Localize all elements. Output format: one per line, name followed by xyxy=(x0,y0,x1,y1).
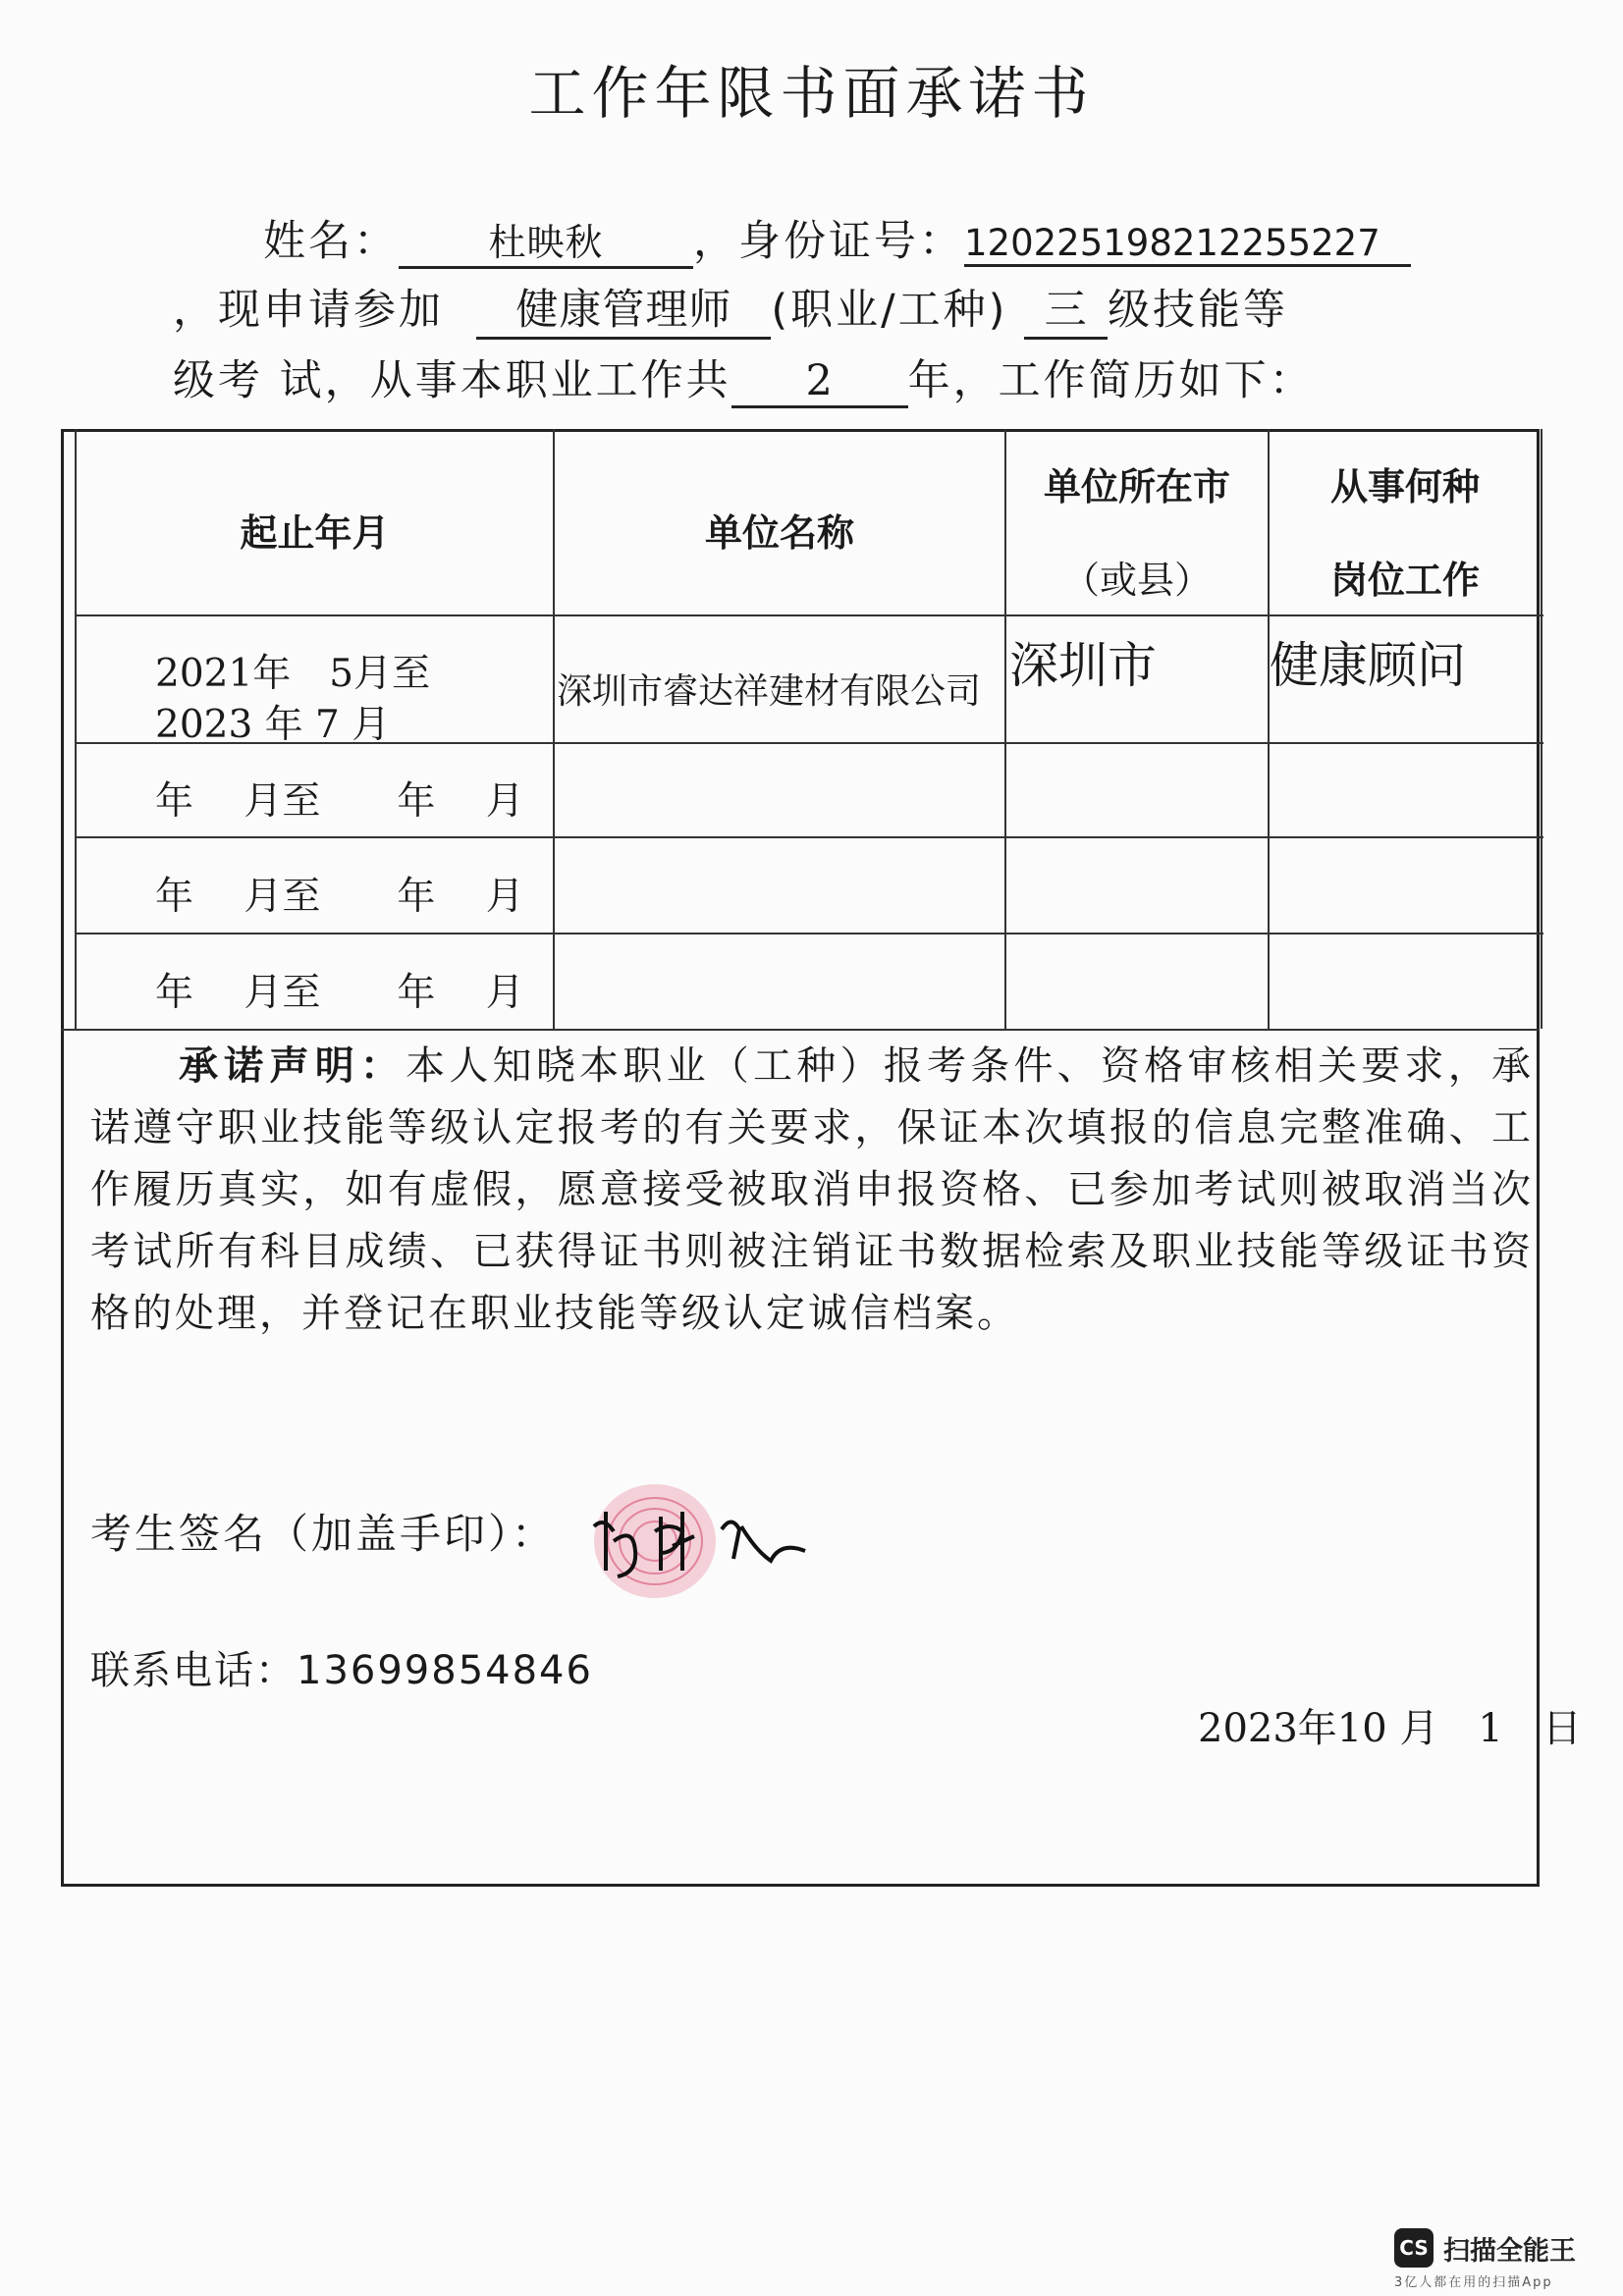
header-unit: 单位名称 xyxy=(704,511,854,555)
row4-period: 年 月至 年 月 xyxy=(155,971,524,1015)
phone-value: 13699854846 xyxy=(297,1648,593,1693)
exam-prefix: 级考 试，从事本职业工作共 xyxy=(173,356,731,405)
row1-start: 2021年 5月至 xyxy=(155,652,431,696)
signature-label: 考生签名（加盖手印）： xyxy=(90,1510,557,1558)
header-city-note: （或县） xyxy=(1061,559,1212,602)
table-divider xyxy=(1004,429,1006,1029)
header-post: 从事何种 xyxy=(1329,465,1480,508)
phone-line xyxy=(90,1639,593,1695)
row1-city: 深圳市 xyxy=(1009,637,1157,694)
table-divider xyxy=(1541,429,1542,1029)
table-divider xyxy=(75,933,1543,934)
table-divider xyxy=(61,1029,1540,1031)
brand-name: 扫描全能王 xyxy=(1443,2235,1576,2267)
declaration xyxy=(90,1036,1534,1345)
phone-label: 联系电话： xyxy=(90,1648,297,1693)
signature-image xyxy=(574,1472,820,1620)
id-number-value: 120225198212255227 xyxy=(964,222,1411,267)
apply-line xyxy=(173,277,1288,340)
id-label: ，身份证号： xyxy=(693,217,964,266)
header-period: 起止年月 xyxy=(240,511,390,555)
name-value: 杜映秋 xyxy=(399,212,693,269)
years-line xyxy=(173,347,1315,408)
row1-post: 健康顾问 xyxy=(1270,637,1466,694)
header-post-2: 岗位工作 xyxy=(1329,559,1480,602)
table-divider xyxy=(75,614,1543,616)
scanner-watermark xyxy=(1394,2228,1576,2290)
name-id-line xyxy=(263,208,1411,269)
occupation-suffix: (职业/工种) xyxy=(771,286,1008,335)
cs-badge: CS xyxy=(1394,2228,1434,2268)
document-title: 工作年限书面承诺书 xyxy=(528,60,1095,127)
row3-period: 年 月至 年 月 xyxy=(155,875,524,919)
declaration-label: 承诺声明： xyxy=(179,1043,406,1089)
years-suffix: 年，工作简历如下： xyxy=(907,356,1315,405)
name-label: 姓名： xyxy=(263,217,399,266)
brand-tagline: 3亿人都在用的扫描App xyxy=(1394,2275,1553,2290)
row1-end: 2023 年 7 月 xyxy=(155,703,391,747)
years-value: 2 xyxy=(731,356,908,408)
level-suffix: 级技能等 xyxy=(1108,286,1289,335)
apply-prefix: ，现申请参加 xyxy=(173,286,444,335)
row1-unit: 深圳市睿达祥建材有限公司 xyxy=(557,671,982,712)
declaration-text: 本人知晓本职业（工种）报考条件、资格审核相关要求，承诺遵守职业技能等级认定报考的有关要求，保证本次填报的信息完整准确、工作履历真实，如有虚假，愿意接受被取消申报资格、已参加考试则被取消当次考试所有科目成绩、已获得证书则被注销证书数据检索及职业技能等级证书资格的处理，并登记在职业技能等级认定诚信档案。 xyxy=(90,1043,1535,1336)
sign-date: 2023年10 月 1 日 xyxy=(1198,1706,1582,1751)
table-divider xyxy=(75,836,1543,838)
header-city: 单位所在市 xyxy=(1043,465,1230,508)
row2-period: 年 月至 年 月 xyxy=(155,779,524,824)
occupation-value: 健康管理师 xyxy=(476,277,771,340)
table-divider xyxy=(1268,429,1270,1029)
level-value: 三 xyxy=(1024,277,1108,340)
